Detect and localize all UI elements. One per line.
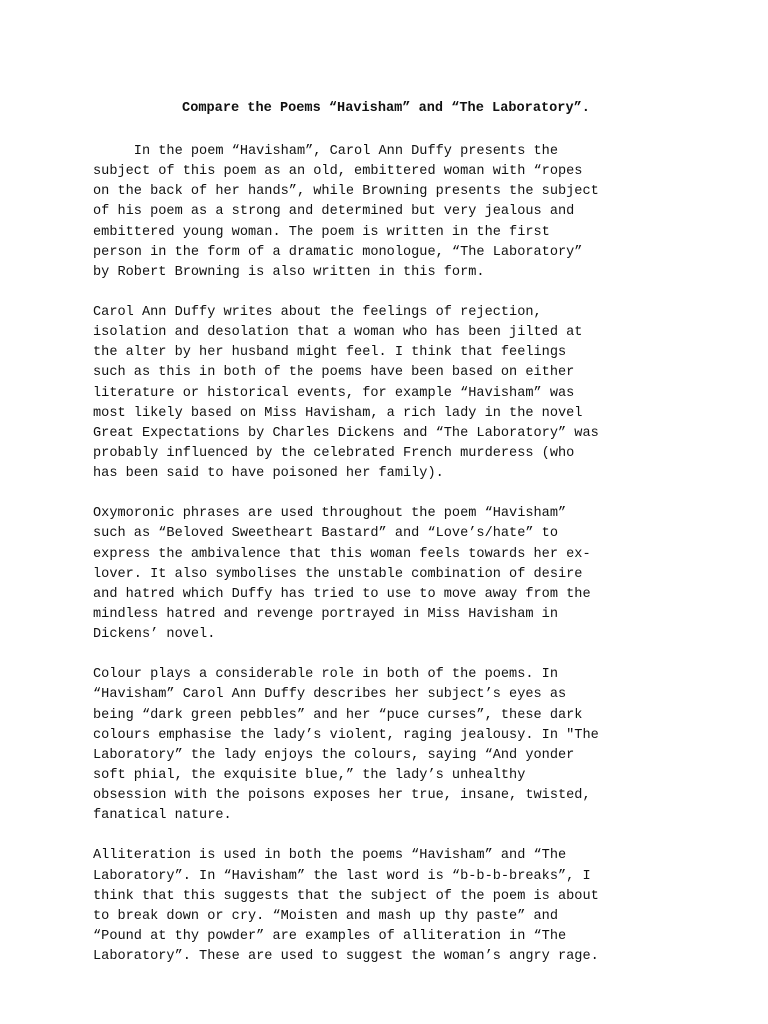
text-line: Laboratory”. In “Havisham” the last word is “b-b-b-breaks”, I	[93, 868, 591, 884]
text-line: person in the form of a dramatic monologue, “The Laboratory”	[93, 244, 583, 260]
text-line: most likely based on Miss Havisham, a rich lady in the novel	[93, 405, 583, 421]
paragraph	[93, 142, 693, 283]
document-body	[93, 142, 693, 987]
text-line: the alter by her husband might feel. I think that feelings	[93, 345, 567, 361]
paragraph	[93, 303, 693, 484]
text-line: isolation and desolation that a woman who has been jilted at	[93, 325, 583, 341]
text-line: has been said to have poisoned her family).	[93, 466, 444, 482]
text-line: fanatical nature.	[93, 808, 232, 824]
text-line: obsession with the poisons exposes her true, insane, twisted,	[93, 788, 591, 804]
text-line: mindless hatred and revenge portrayed in Miss Havisham in	[93, 606, 558, 622]
paragraph	[93, 504, 693, 645]
text-line: lover. It also symbolises the unstable combination of desire	[93, 566, 583, 582]
paragraph	[93, 665, 693, 826]
text-line: such as “Beloved Sweetheart Bastard” and “Love’s/hate” to	[93, 526, 558, 542]
text-line: soft phial, the exquisite blue,” the lady’s unhealthy	[93, 767, 526, 783]
text-line: literature or historical events, for example “Havisham” was	[93, 385, 575, 401]
text-line: Carol Ann Duffy writes about the feelings of rejection,	[93, 304, 542, 320]
text-line: Oxymoronic phrases are used throughout the poem “Havisham”	[93, 506, 567, 522]
text-line: by Robert Browning is also written in this form.	[93, 264, 485, 280]
text-line: In the poem “Havisham”, Carol Ann Duffy presents the	[93, 144, 558, 159]
text-line: Colour plays a considerable role in both of the poems. In	[93, 667, 558, 683]
text-line: Laboratory” the lady enjoys the colours, saying “And yonder	[93, 747, 575, 763]
text-line: express the ambivalence that this woman feels towards her ex-	[93, 546, 591, 562]
text-line: of his poem as a strong and determined but very jealous and	[93, 204, 575, 220]
paragraph	[93, 846, 693, 967]
text-line: on the back of her hands”, while Browning presents the subject	[93, 184, 599, 200]
text-line: Dickens’ novel.	[93, 627, 216, 643]
text-line: such as this in both of the poems have been based on either	[93, 365, 575, 381]
text-line: being “dark green pebbles” and her “puce curses”, these dark	[93, 707, 583, 723]
text-line: subject of this poem as an old, embittered woman with “ropes	[93, 164, 583, 180]
text-line: Laboratory”. These are used to suggest the woman’s angry rage.	[93, 949, 599, 965]
text-line: think that this suggests that the subject of the poem is about	[93, 888, 599, 904]
document-title: Compare the Poems “Havisham” and “The Laboratory”.	[182, 101, 590, 116]
text-line: to break down or cry. “Moisten and mash up thy paste” and	[93, 908, 558, 924]
text-line: colours emphasise the lady’s violent, raging jealousy. In "The	[93, 727, 599, 743]
text-line: Great Expectations by Charles Dickens and “The Laboratory” was	[93, 425, 599, 441]
text-line: and hatred which Duffy has tried to use to move away from the	[93, 586, 591, 602]
text-line: Alliteration is used in both the poems “Havisham” and “The	[93, 848, 567, 864]
text-line: embittered young woman. The poem is written in the first	[93, 224, 550, 240]
text-line: “Havisham” Carol Ann Duffy describes her subject’s eyes as	[93, 687, 567, 703]
text-line: probably influenced by the celebrated French murderess (who	[93, 445, 575, 461]
text-line: “Pound at thy powder” are examples of alliteration in “The	[93, 928, 567, 944]
